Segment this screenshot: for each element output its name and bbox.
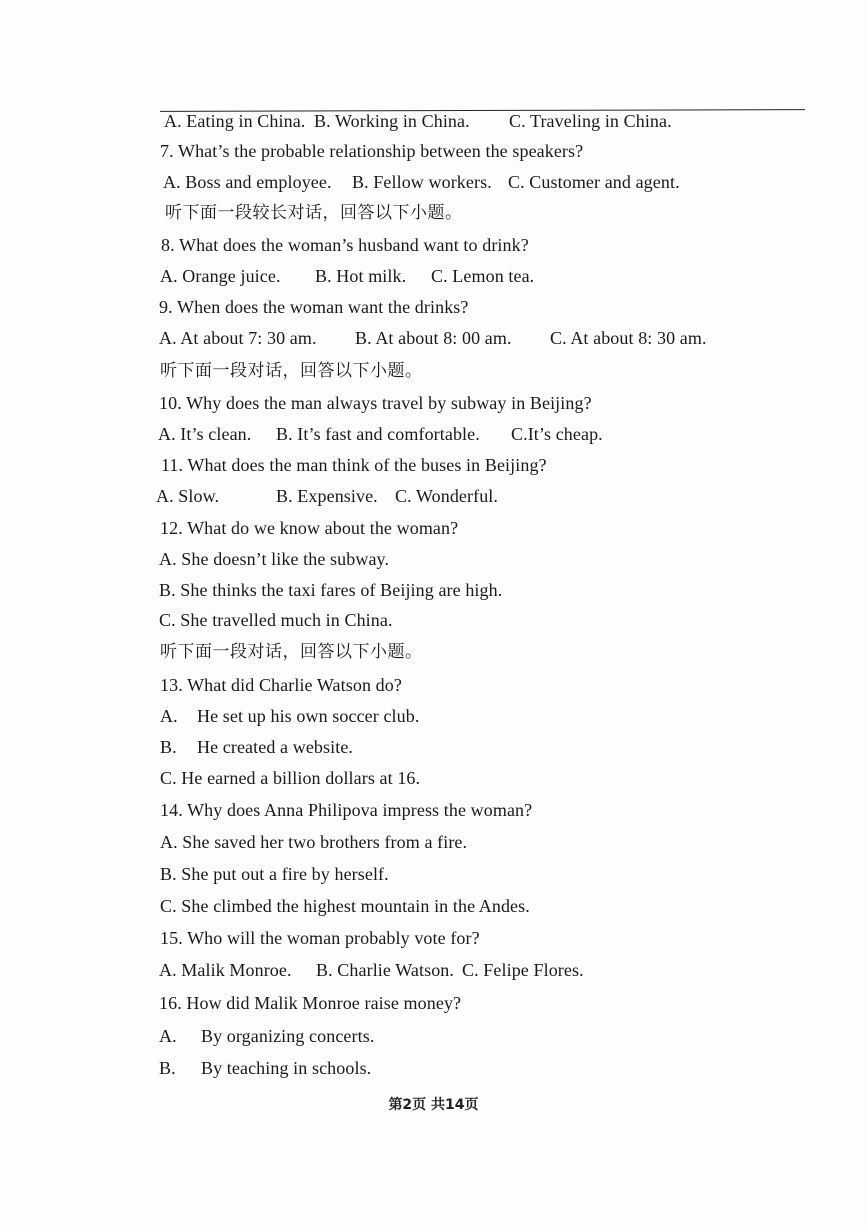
q6-option-c: C. Traveling in China.	[509, 111, 672, 131]
q8-option-c: C. Lemon tea.	[431, 266, 535, 286]
q12-option-a: A. She doesn’t like the subway.	[159, 549, 390, 569]
q15-option-c: C. Felipe Flores.	[462, 960, 584, 980]
q13-option-b-text: He created a website.	[197, 737, 354, 757]
q7-stem: 7. What’s the probable relationship between the speakers?	[160, 141, 584, 161]
q11-options-row	[156, 485, 796, 507]
q8-option-a: A. Orange juice.	[160, 266, 281, 286]
q15-options-row	[159, 959, 799, 981]
q12-option-b: B. She thinks the taxi fares of Beijing are high.	[159, 580, 503, 600]
q16-stem: 16. How did Malik Monroe raise money?	[159, 993, 462, 1013]
q14-stem: 14. Why does Anna Philipova impress the woman?	[160, 800, 533, 820]
q10-stem: 10. Why does the man always travel by subway in Beijing?	[159, 393, 592, 413]
instruction-long-dialogue: 听下面一段较长对话，回答以下小题。	[165, 203, 463, 223]
q6-option-a: A. Eating in China.	[164, 111, 306, 131]
q7-option-c: C. Customer and agent.	[508, 172, 680, 192]
q9-options-row	[159, 327, 809, 349]
q14-option-a: A. She saved her two brothers from a fire.	[160, 832, 468, 852]
q15-option-b: B. Charlie Watson.	[316, 960, 455, 980]
q16-option-b	[159, 1057, 559, 1079]
q13-stem: 13. What did Charlie Watson do?	[160, 675, 402, 695]
q7-option-b: B. Fellow workers.	[352, 172, 492, 192]
q6-options-row	[164, 110, 804, 132]
q8-option-b: B. Hot milk.	[315, 266, 407, 286]
q10-option-a: A. It’s clean.	[158, 424, 252, 444]
q13-option-a-text: He set up his own soccer club.	[197, 706, 420, 726]
q14-option-c: C. She climbed the highest mountain in the Andes.	[160, 896, 530, 916]
page-number-footer: 第2页 共14页	[388, 1097, 479, 1113]
q8-stem: 8. What does the woman’s husband want to drink?	[161, 235, 529, 255]
instruction-dialogue-2: 听下面一段对话，回答以下小题。	[160, 642, 423, 662]
q13-option-b	[160, 736, 560, 758]
q12-option-c: C. She travelled much in China.	[159, 610, 393, 630]
q15-stem: 15. Who will the woman probably vote for?	[160, 928, 480, 948]
q9-stem: 9. When does the woman want the drinks?	[159, 297, 469, 317]
q11-option-a: A. Slow.	[156, 486, 220, 506]
q14-option-b: B. She put out a fire by herself.	[160, 864, 389, 884]
q11-stem: 11. What does the man think of the buses in Beijing?	[161, 455, 547, 475]
q16-option-a-letter: A.	[159, 1026, 177, 1046]
q13-option-a-letter: A.	[160, 706, 178, 726]
q9-option-b: B. At about 8: 00 am.	[355, 328, 512, 348]
q9-option-c: C. At about 8: 30 am.	[550, 328, 707, 348]
q16-option-b-letter: B.	[159, 1058, 176, 1078]
q7-options-row	[163, 171, 803, 193]
q16-option-a-text: By organizing concerts.	[201, 1026, 375, 1046]
q10-option-c: C.It’s cheap.	[511, 424, 603, 444]
q16-option-b-text: By teaching in schools.	[201, 1058, 372, 1078]
q13-option-b-letter: B.	[160, 737, 177, 757]
q6-option-b: B. Working in China.	[314, 111, 470, 131]
q13-option-a	[160, 705, 560, 727]
q9-option-a: A. At about 7: 30 am.	[159, 328, 317, 348]
q11-option-c: C. Wonderful.	[395, 486, 499, 506]
q11-option-b: B. Expensive.	[276, 486, 378, 506]
instruction-dialogue-1: 听下面一段对话，回答以下小题。	[160, 361, 423, 381]
q16-option-a	[159, 1025, 559, 1047]
q10-option-b: B. It’s fast and comfortable.	[276, 424, 480, 444]
q10-options-row	[158, 423, 798, 445]
q15-option-a: A. Malik Monroe.	[159, 960, 292, 980]
q7-option-a: A. Boss and employee.	[163, 172, 332, 192]
q12-stem: 12. What do we know about the woman?	[160, 518, 459, 538]
q8-options-row	[160, 265, 800, 287]
q13-option-c: C. He earned a billion dollars at 16.	[160, 768, 421, 788]
